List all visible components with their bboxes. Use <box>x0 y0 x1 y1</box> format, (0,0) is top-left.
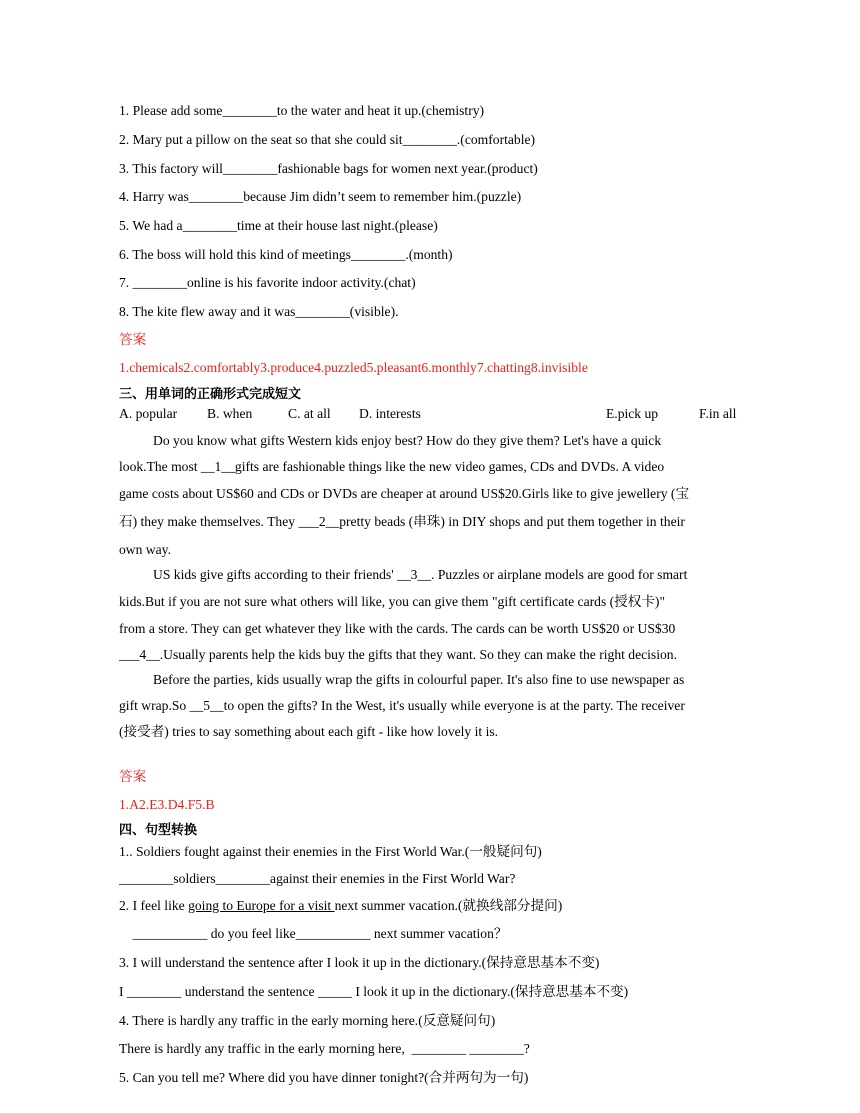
passage-line: Do you know what gifts Western kids enjoy best? How do they give them? Let's have a quick <box>153 433 662 448</box>
underlined-phrase: going to Europe for a visit <box>188 898 335 913</box>
question-2: 2. Mary put a pillow on the seat so that she could sit________.(comfortable) <box>119 132 536 147</box>
passage-line: 石) they make themselves. They ___2__pretty beads (串珠) in DIY shops and put them together in their <box>119 514 685 529</box>
question-6: 6. The boss will hold this kind of meetings________.(month) <box>119 247 453 262</box>
transform-answer-line: ________soldiers________against their enemies in the First World War? <box>119 871 516 886</box>
question-text: next summer vacation.(就换线部分提问) <box>334 898 563 913</box>
question-3: 3. This factory will________fashionable bags for women next year.(product) <box>119 161 538 176</box>
option-c: C. at all <box>288 406 331 421</box>
section-heading: 三、用单词的正确形式完成短文 <box>119 387 302 402</box>
question-8: 8. The kite flew away and it was________(visible). <box>119 304 399 319</box>
passage-line: gift wrap.So __5__to open the gifts? In the West, it's usually while everyone is at the party. The receiver <box>119 698 685 713</box>
transform-answer-line: I ________ understand the sentence _____ I look it up in the dictionary.(保持意思基本不变) <box>119 984 629 999</box>
transform-answer-line: ___________ do you feel like___________ next summer vacation？ <box>119 926 508 941</box>
transform-question-5: 5. Can you tell me? Where did you have dinner tonight?(合并两句为一句) <box>119 1070 529 1085</box>
answer-text: 1.chemicals2.comfortably3.produce4.puzzled5.pleasant6.monthly7.chatting8.invisible <box>119 360 588 375</box>
option-b: B. when <box>207 406 253 421</box>
option-e: E.pick up <box>606 406 659 421</box>
passage-line: US kids give gifts according to their friends' __3__. Puzzles or airplane models are good for smart <box>153 567 688 582</box>
transform-question-2 <box>119 897 562 915</box>
transform-answer-line: There is hardly any traffic in the early morning here, ________ ________? <box>119 1041 530 1056</box>
passage-line: ___4__.Usually parents help the kids buy the gifts that they want. So they can make the right decision. <box>119 647 677 662</box>
question-text: 2. I feel like <box>119 898 189 913</box>
option-a: A. popular <box>119 406 178 421</box>
transform-question-3: 3. I will understand the sentence after I look it up in the dictionary.(保持意思基本不变) <box>119 955 600 970</box>
answer-label: 答案 <box>119 769 147 784</box>
passage-line: own way. <box>119 542 171 557</box>
section-heading: 四、句型转换 <box>119 823 198 838</box>
transform-question-1: 1.. Soldiers fought against their enemies in the First World War.(一般疑问句) <box>119 844 542 859</box>
passage-line: Before the parties, kids usually wrap the gifts in colourful paper. It's also fine to use newspaper as <box>153 672 685 687</box>
answer-label: 答案 <box>119 332 147 347</box>
question-1: 1. Please add some________to the water and heat it up.(chemistry) <box>119 103 485 118</box>
passage-line: kids.But if you are not sure what others will like, you can give them "gift certificate cards (授权卡)" <box>119 594 666 609</box>
passage-line: (接受者) tries to say something about each gift - like how lovely it is. <box>119 724 499 739</box>
question-5: 5. We had a________time at their house last night.(please) <box>119 218 438 233</box>
answer-text: 1.A2.E3.D4.F5.B <box>119 797 215 812</box>
transform-question-4: 4. There is hardly any traffic in the early morning here.(反意疑问句) <box>119 1013 496 1028</box>
option-d: D. interests <box>359 406 421 421</box>
question-7: 7. ________online is his favorite indoor activity.(chat) <box>119 275 416 290</box>
passage-line: from a store. They can get whatever they like with the cards. The cards can be worth US$20 or US$30 <box>119 621 676 636</box>
question-4: 4. Harry was________because Jim didn’t seem to remember him.(puzzle) <box>119 189 522 204</box>
option-f: F.in all <box>699 406 737 421</box>
passage-line: look.The most __1__gifts are fashionable things like the new video games, CDs and DVDs. A video <box>119 459 665 474</box>
passage-line: game costs about US$60 and CDs or DVDs are cheaper at around US$20.Girls like to give jewellery (宝 <box>119 486 690 501</box>
